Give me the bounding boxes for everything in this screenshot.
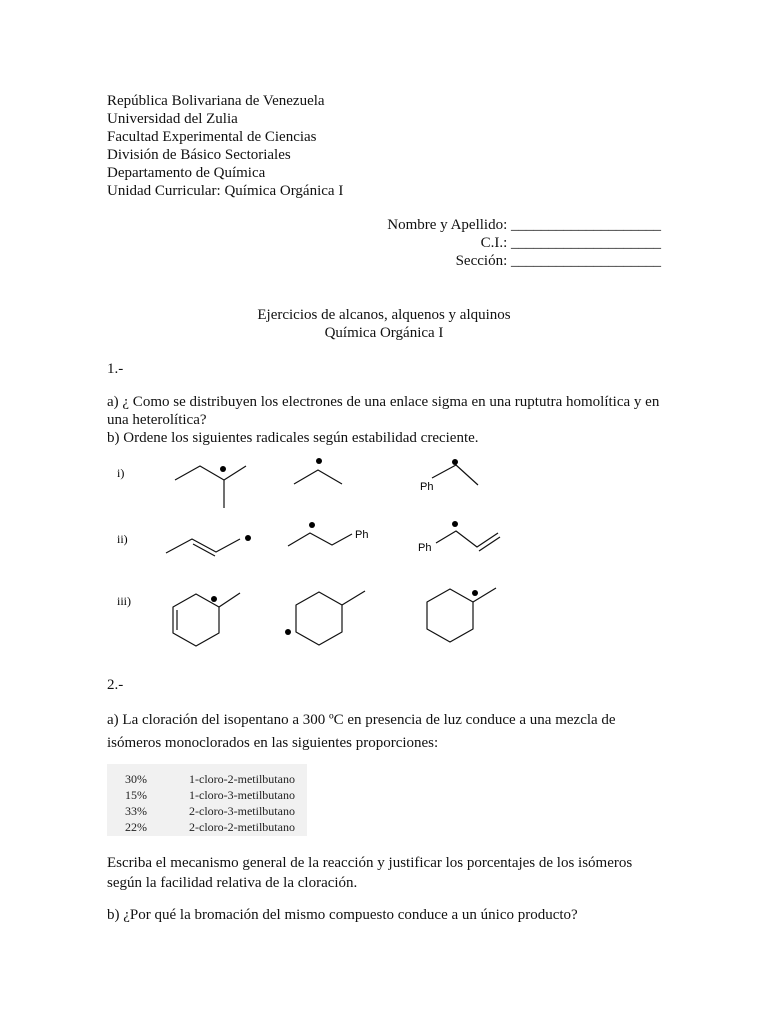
question-2-mechanism-text: Escriba el mecanismo general de la reacción y justificar los porcentajes de los isómeros según la facilidad relativa de la cloración.	[107, 855, 633, 891]
table-cell-pct: 33%	[125, 804, 147, 818]
table-cell-name: 1-cloro-2-metilbutano	[189, 772, 295, 786]
name-field[interactable]: Nombre y Apellido: ____________________	[387, 217, 661, 233]
structure-i-1	[175, 466, 246, 508]
question-1a-text: a) ¿ Como se distribuyen los electrones de una enlace sigma en una ruptutra homolítica y en una heterolítica?	[107, 394, 660, 428]
table-row	[125, 819, 295, 835]
question-1b-text: b) Ordene los siguientes radicales según estabilidad creciente.	[107, 430, 479, 446]
structure-ii-2	[288, 533, 352, 546]
ci-field[interactable]: C.I.: ____________________	[480, 235, 661, 251]
table-cell-pct: 30%	[125, 772, 147, 786]
label-ii: ii)	[117, 532, 128, 546]
table-cell-pct: 15%	[125, 788, 147, 802]
structure-iii-3	[427, 588, 496, 642]
header-line-2: Universidad del Zulia	[107, 111, 238, 127]
table-row	[125, 787, 295, 803]
header-line-5: Departamento de Química	[107, 165, 266, 181]
structure-iii-2	[296, 591, 365, 645]
label-iii: iii)	[117, 594, 131, 608]
question-2a-text: a) La cloración del isopentano a 300 ºC en presencia de luz conduce a una mezcla de isómeros monoclorados en las siguientes proporciones:	[107, 712, 616, 751]
question-2b-text: b) ¿Por qué la bromación del mismo compuesto conduce a un único producto?	[107, 907, 578, 923]
title-line-2: Química Orgánica I	[324, 325, 444, 341]
header-line-3: Facultad Experimental de Ciencias	[107, 129, 317, 145]
label-i: i)	[117, 466, 125, 480]
header-line-6: Unidad Curricular: Química Orgánica I	[107, 183, 344, 199]
ph-label-ii-2: Ph	[355, 529, 369, 541]
structure-ii-1	[166, 539, 240, 556]
structure-i-3	[432, 465, 478, 485]
table-cell-pct: 22%	[125, 820, 147, 834]
question-2-number: 2.-	[107, 677, 124, 693]
header-line-4: División de Básico Sectoriales	[107, 147, 291, 163]
structure-ii-3	[436, 531, 500, 551]
table-cell-name: 2-cloro-3-metilbutano	[189, 804, 295, 818]
radical-dots	[211, 458, 478, 635]
section-field[interactable]: Sección: ____________________	[455, 253, 661, 269]
table-row	[125, 771, 295, 787]
structure-iii-1	[173, 593, 240, 646]
title-line-1: Ejercicios de alcanos, alquenos y alquinos	[257, 307, 511, 323]
question-1-number: 1.-	[107, 361, 124, 377]
structure-i-2	[294, 470, 342, 484]
table-cell-name: 2-cloro-2-metilbutano	[189, 820, 295, 834]
isomer-proportions-table	[107, 764, 307, 836]
ph-label-ii-3: Ph	[418, 542, 432, 554]
header-line-1: República Bolivariana de Venezuela	[107, 93, 325, 109]
table-cell-name: 1-cloro-3-metilbutano	[189, 788, 295, 802]
table-row	[125, 803, 295, 819]
ph-label-i-3: Ph	[420, 481, 434, 493]
